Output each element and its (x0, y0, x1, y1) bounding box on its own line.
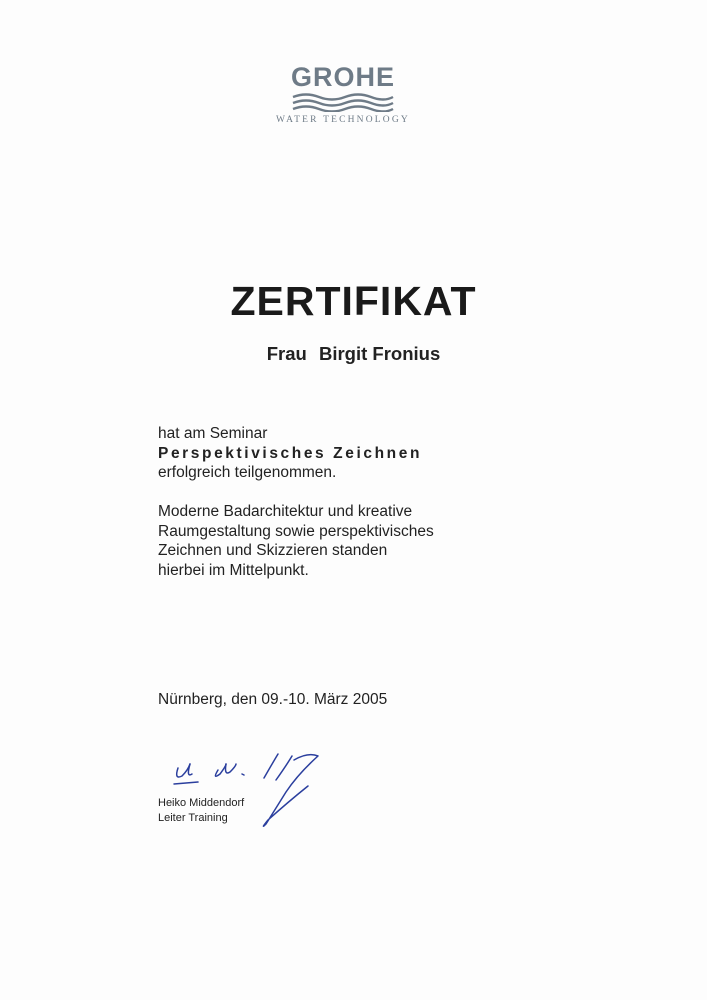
signatory-block (158, 796, 244, 826)
logo-wordmark: GROHE (290, 62, 395, 92)
recipient-salutation: Frau (266, 343, 307, 364)
seminar-name: Perspektivisches Zeichnen (158, 444, 423, 462)
signatory-role: Leiter Training (158, 812, 228, 824)
intro-line: hat am Seminar (158, 425, 268, 442)
seminar-statement (158, 424, 422, 483)
certificate-title: ZERTIFIKAT (230, 278, 477, 324)
completion-line: erfolgreich teilgenommen. (158, 464, 337, 481)
logo-tagline: WATER TECHNOLOGY (276, 115, 410, 125)
signatory-name: Heiko Middendorf (158, 797, 245, 809)
water-waves-icon (291, 92, 395, 112)
place-date: Nürnberg, den 09.-10. März 2005 (158, 691, 388, 708)
description-line: Zeichnen und Skizzieren standen (158, 542, 388, 559)
seminar-description (158, 502, 434, 580)
recipient-name: Birgit Fronius (318, 343, 441, 364)
description-line: hierbei im Mittelpunkt. (158, 561, 309, 579)
description-line: Raumgestaltung sowie perspektivisches (158, 522, 434, 540)
description-line: Moderne Badarchitektur und kreative (158, 503, 413, 520)
recipient-line (0, 343, 707, 365)
grohe-logo (268, 62, 418, 125)
